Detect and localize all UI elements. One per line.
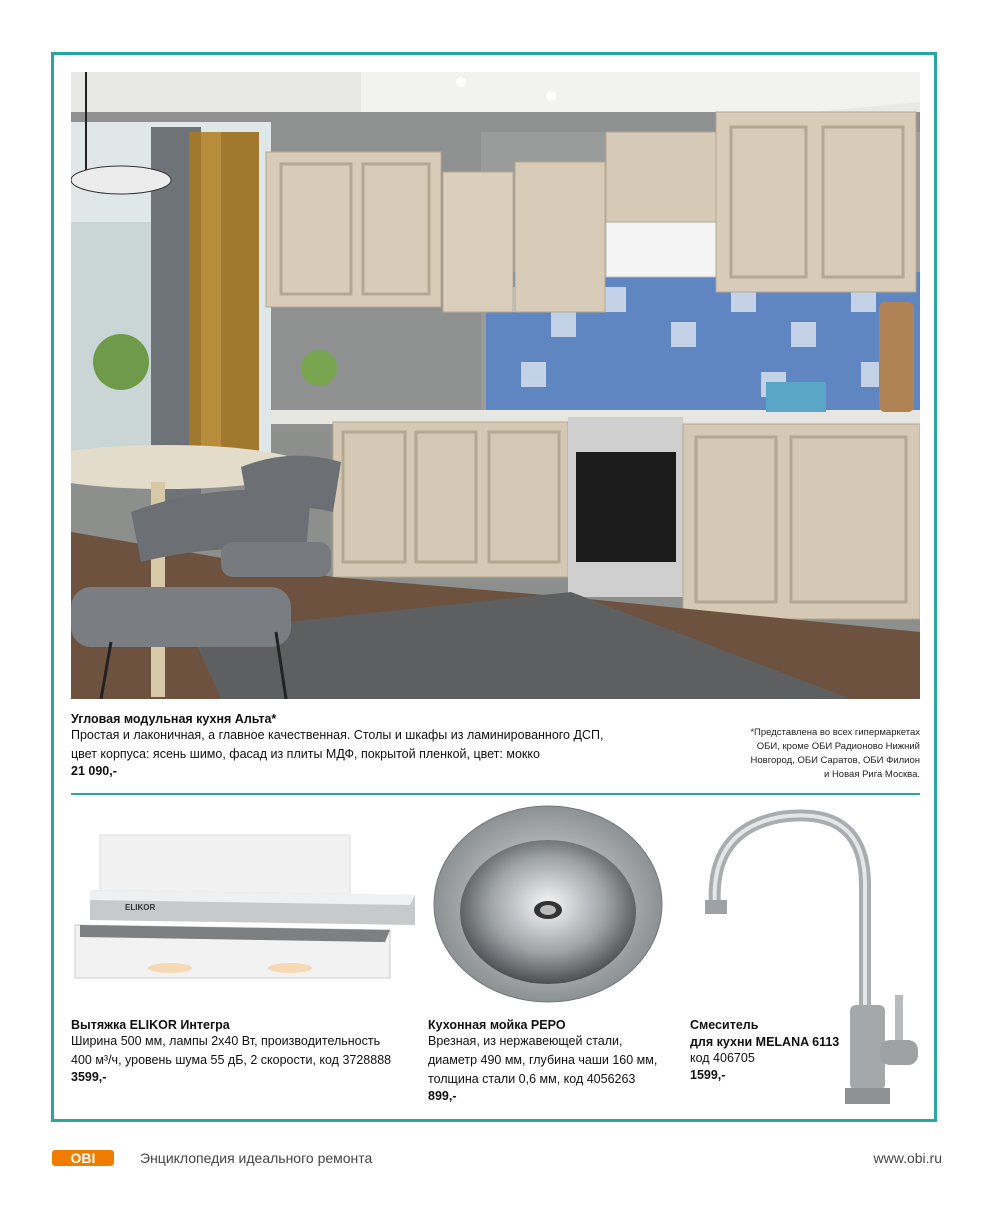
obi-logo [52,1150,114,1166]
sink-title: Кухонная мойка PEPO [428,1018,566,1032]
hood-title: Вытяжка ELIKOR Интегра [71,1018,230,1032]
section-divider [71,793,920,795]
hood-image [70,830,420,985]
kitchen-desc-line2: цвет корпуса: ясень шимо, фасад из плиты МДФ, покрытой пленкой, цвет: мокко [71,747,540,761]
hood-line2: 400 м³/ч, уровень шума 55 дБ, 2 скорости, код 3728888 [71,1053,392,1067]
note-line2: ОБИ, кроме ОБИ Радионово Нижний [756,741,920,752]
faucet-code: код 406705 [690,1051,755,1065]
faucet-price: 1599,- [690,1068,726,1082]
footer-url[interactable]: www.obi.ru [873,1150,942,1166]
sink-image [430,802,670,1012]
kitchen-desc-line1: Простая и лаконичная, а главное качественная. Столы и шкафы из ламинированного ДСП, [71,728,604,742]
availability-note [740,726,920,782]
faucet-title-line2: для кухни MELANA 6113 [690,1035,840,1049]
hood-price: 3599,- [71,1070,107,1084]
kitchen-photo [71,72,920,699]
hood-line1: Ширина 500 мм, лампы 2х40 Вт, производительность [71,1034,381,1048]
hood-brand-mark: ELIKOR [125,903,156,912]
note-line4: и Новая Рига Москва. [824,769,920,780]
obi-logo-text: OBI [70,1150,96,1166]
sink-price: 899,- [428,1089,457,1103]
sink-line3: толщина стали 0,6 мм, код 4056263 [428,1072,636,1086]
kitchen-title: Угловая модульная кухня Альта* [71,712,277,726]
sink-line2: диаметр 490 мм, глубина чаши 160 мм, [428,1053,658,1067]
sink-line1: Врезная, из нержавеющей стали, [428,1034,623,1048]
footer-tagline: Энциклопедия идеального ремонта [140,1150,373,1166]
note-line3: Новгород, ОБИ Саратов, ОБИ Филион [750,755,920,766]
faucet-title-line1: Смеситель [690,1018,759,1032]
kitchen-price: 21 090,- [71,764,117,778]
note-line1: *Представлена во всех гипермаркетах [750,727,920,738]
